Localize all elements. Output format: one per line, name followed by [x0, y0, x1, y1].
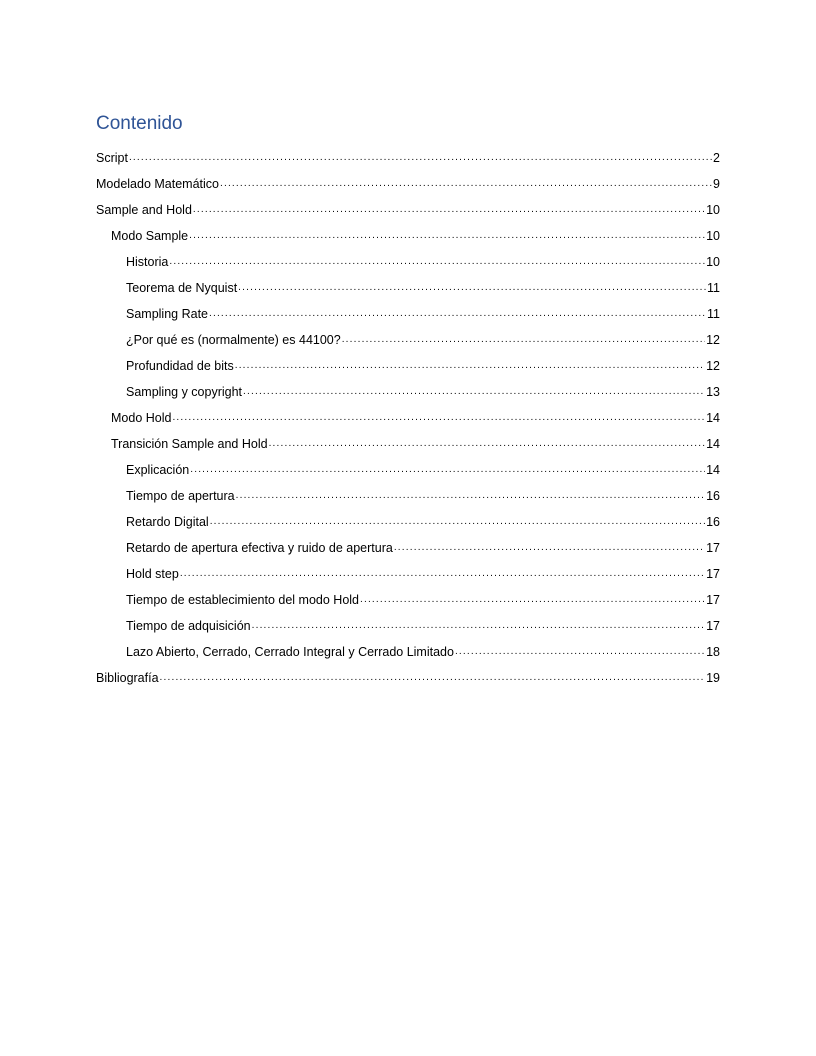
toc-entry-label[interactable]: Modelado Matemático: [96, 177, 219, 191]
toc-entry-label[interactable]: Modo Sample: [111, 229, 189, 243]
toc-entry-label[interactable]: Sampling Rate: [126, 307, 208, 321]
toc-dot-leader: [269, 437, 706, 453]
toc-entry-label[interactable]: Modo Hold: [111, 411, 172, 425]
toc-entry-label[interactable]: Tiempo de adquisición: [126, 619, 251, 633]
toc-dot-leader: [238, 281, 706, 297]
toc-page-number[interactable]: 14: [706, 463, 720, 477]
toc-dot-leader: [243, 385, 705, 401]
toc-entry[interactable]: [96, 219, 720, 245]
toc-dot-leader: [342, 333, 705, 349]
toc-entry-label[interactable]: Bibliografía: [96, 671, 159, 685]
toc-entry[interactable]: [96, 349, 720, 375]
toc-dot-leader: [193, 203, 705, 219]
toc-dot-leader: [129, 151, 712, 167]
toc-page-number[interactable]: 9: [713, 177, 720, 191]
toc-dot-leader: [455, 645, 705, 661]
toc-entry-label[interactable]: Explicación: [126, 463, 190, 477]
toc-entry-label[interactable]: Historia: [126, 255, 169, 269]
toc-dot-leader: [394, 541, 705, 557]
toc-entry-label[interactable]: Hold step: [126, 567, 179, 581]
toc-dot-leader: [220, 177, 712, 193]
toc-entry[interactable]: [96, 297, 720, 323]
toc-entry[interactable]: [96, 557, 720, 583]
toc-entry-label[interactable]: Transición Sample and Hold: [111, 437, 268, 451]
toc-entry-label[interactable]: Sampling y copyright: [126, 385, 243, 399]
toc-page-number[interactable]: 17: [706, 541, 720, 555]
toc-dot-leader: [209, 307, 706, 323]
toc-dot-leader: [172, 411, 705, 427]
toc-page-number[interactable]: 11: [707, 307, 720, 321]
toc-entry[interactable]: [96, 453, 720, 479]
toc-entry[interactable]: [96, 245, 720, 271]
toc-page-number[interactable]: 19: [706, 671, 720, 685]
toc-page-number[interactable]: 12: [706, 359, 720, 373]
toc-entry[interactable]: [96, 531, 720, 557]
toc-page-number[interactable]: 10: [706, 255, 720, 269]
toc-dot-leader: [160, 671, 706, 687]
toc-entry[interactable]: [96, 635, 720, 661]
toc-page-number[interactable]: 18: [706, 645, 720, 659]
toc-entry[interactable]: [96, 661, 720, 687]
toc-entry[interactable]: [96, 271, 720, 297]
toc-entry-label[interactable]: Retardo Digital: [126, 515, 209, 529]
toc-entry-label[interactable]: Script: [96, 151, 128, 165]
toc-entry-label[interactable]: Retardo de apertura efectiva y ruido de apertura: [126, 541, 393, 555]
toc-page-number[interactable]: 16: [706, 489, 720, 503]
toc-entry[interactable]: [96, 583, 720, 609]
toc-page-number[interactable]: 10: [706, 229, 720, 243]
toc-page-number[interactable]: 14: [706, 411, 720, 425]
toc-page-number[interactable]: 2: [713, 151, 720, 165]
toc-page-number[interactable]: 11: [707, 281, 720, 295]
toc-dot-leader: [252, 619, 705, 635]
toc-page-number[interactable]: 14: [706, 437, 720, 451]
toc-entry-label[interactable]: Tiempo de apertura: [126, 489, 235, 503]
toc-page-number[interactable]: 17: [706, 619, 720, 633]
toc-dot-leader: [169, 255, 705, 271]
toc-dot-leader: [236, 489, 705, 505]
table-of-contents: [96, 141, 720, 687]
toc-entry[interactable]: [96, 375, 720, 401]
toc-page-number[interactable]: 10: [706, 203, 720, 217]
toc-entry[interactable]: [96, 193, 720, 219]
toc-entry[interactable]: [96, 479, 720, 505]
toc-entry-label[interactable]: Profundidad de bits: [126, 359, 234, 373]
toc-entry[interactable]: [96, 609, 720, 635]
toc-dot-leader: [360, 593, 705, 609]
toc-entry-label[interactable]: Tiempo de establecimiento del modo Hold: [126, 593, 359, 607]
toc-entry[interactable]: [96, 427, 720, 453]
toc-entry[interactable]: [96, 167, 720, 193]
toc-page-number[interactable]: 13: [706, 385, 720, 399]
toc-page-number[interactable]: 17: [706, 593, 720, 607]
toc-dot-leader: [189, 229, 705, 245]
toc-dot-leader: [190, 463, 705, 479]
toc-dot-leader: [210, 515, 705, 531]
toc-entry[interactable]: [96, 323, 720, 349]
toc-title: Contenido: [96, 113, 183, 134]
toc-entry[interactable]: [96, 505, 720, 531]
toc-entry[interactable]: [96, 401, 720, 427]
toc-entry[interactable]: [96, 141, 720, 167]
toc-page-number[interactable]: 17: [706, 567, 720, 581]
toc-entry-label[interactable]: ¿Por qué es (normalmente) es 44100?: [126, 333, 341, 347]
toc-page-number[interactable]: 12: [706, 333, 720, 347]
toc-page-number[interactable]: 16: [706, 515, 720, 529]
toc-dot-leader: [235, 359, 705, 375]
toc-entry-label[interactable]: Teorema de Nyquist: [126, 281, 238, 295]
toc-entry-label[interactable]: Sample and Hold: [96, 203, 192, 217]
toc-entry-label[interactable]: Lazo Abierto, Cerrado, Cerrado Integral y Cerrado Limitado: [126, 645, 454, 659]
toc-dot-leader: [180, 567, 705, 583]
